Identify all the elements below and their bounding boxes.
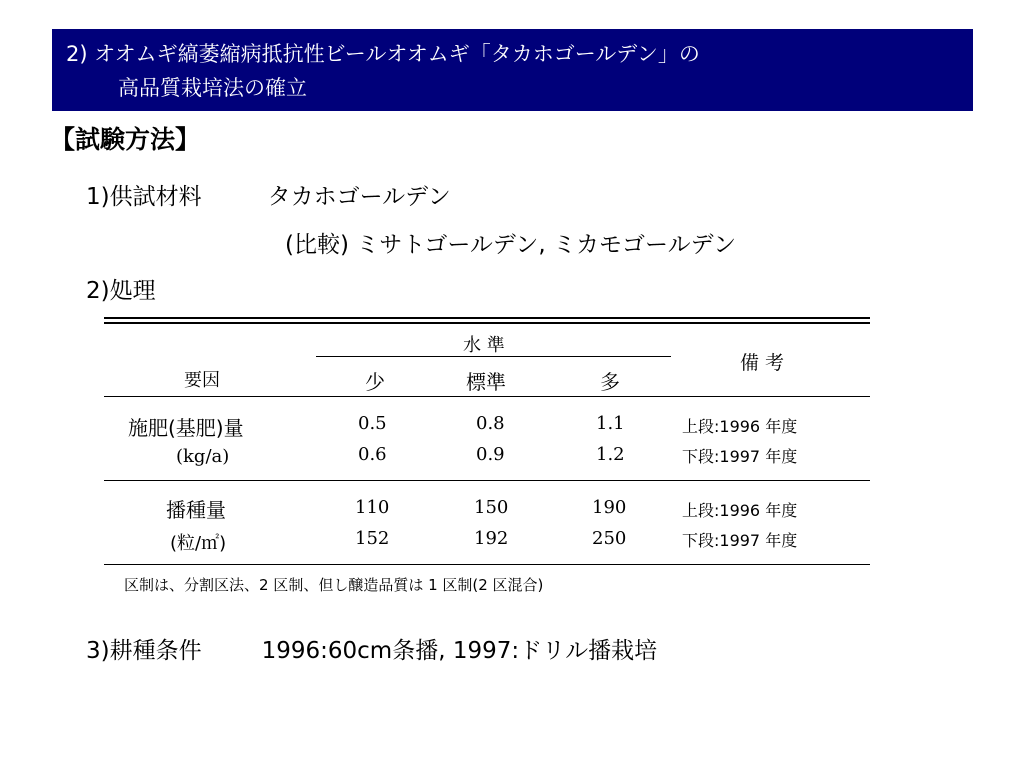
row-seeding-factor: 播種量 [166, 498, 226, 522]
item-1-label: 1)供試材料 [86, 184, 202, 210]
table-bottom-rule [104, 564, 870, 565]
level-header: 水 準 [463, 335, 505, 356]
row-seeding-standard-1996: 150 [474, 497, 509, 518]
item-1-value: タカホゴールデン [267, 184, 451, 210]
factor-header: 要因 [184, 370, 220, 391]
row-separator-rule [104, 480, 870, 481]
row-seeding-remark-lower: 下段:1997 年度 [682, 531, 798, 550]
row-seeding-high-1996: 190 [592, 497, 627, 518]
row-fertilizer-factor: 施肥(基肥)量 [128, 416, 244, 440]
row-fertilizer-low-1996: 0.5 [358, 413, 387, 434]
row-seeding-remark-upper: 上段:1996 年度 [682, 501, 798, 520]
table-top-rule-double [104, 322, 870, 324]
level-low: 少 [365, 370, 385, 394]
row-fertilizer-standard-1997: 0.9 [476, 444, 505, 465]
table-note: 区制は、分割区法、2 区制、但し醸造品質は 1 区制(2 区混合) [124, 576, 544, 594]
section-heading: 【試験方法】 [50, 125, 201, 154]
row-fertilizer-high-1997: 1.2 [596, 444, 625, 465]
row-seeding-high-1997: 250 [592, 528, 627, 549]
row-seeding-standard-1997: 192 [474, 528, 509, 549]
row-seeding-low-1996: 110 [355, 497, 390, 518]
remarks-header: 備 考 [740, 352, 785, 374]
row-fertilizer-remark-lower: 下段:1997 年度 [682, 447, 798, 466]
item-3-label: 3)耕種条件 [86, 638, 202, 664]
item-1-comparison: (比較) ミサトゴールデン, ミカモゴールデン [285, 232, 737, 258]
row-fertilizer-high-1996: 1.1 [596, 413, 625, 434]
level-standard: 標準 [466, 370, 506, 394]
item-3-value: 1996:60cm条播, 1997:ドリル播栽培 [261, 638, 658, 664]
item-3 [86, 632, 657, 665]
table-top-rule [104, 317, 870, 319]
row-fertilizer-remark-upper: 上段:1996 年度 [682, 417, 798, 436]
row-seeding-unit: (粒/㎡) [170, 533, 227, 554]
item-2-label: 2)処理 [86, 278, 156, 304]
level-high: 多 [600, 370, 620, 394]
row-seeding-low-1997: 152 [355, 528, 390, 549]
slide-title-line-2: 高品質栽培法の確立 [118, 76, 307, 100]
row-fertilizer-low-1997: 0.6 [358, 444, 387, 465]
row-fertilizer-unit: (kg/a) [176, 446, 230, 467]
slide-title-line-1: 2) オオムギ縞萎縮病抵抗性ビールオオムギ「タカホゴールデン」の [66, 42, 700, 66]
header-bottom-rule [104, 396, 870, 397]
row-fertilizer-standard-1996: 0.8 [476, 413, 505, 434]
